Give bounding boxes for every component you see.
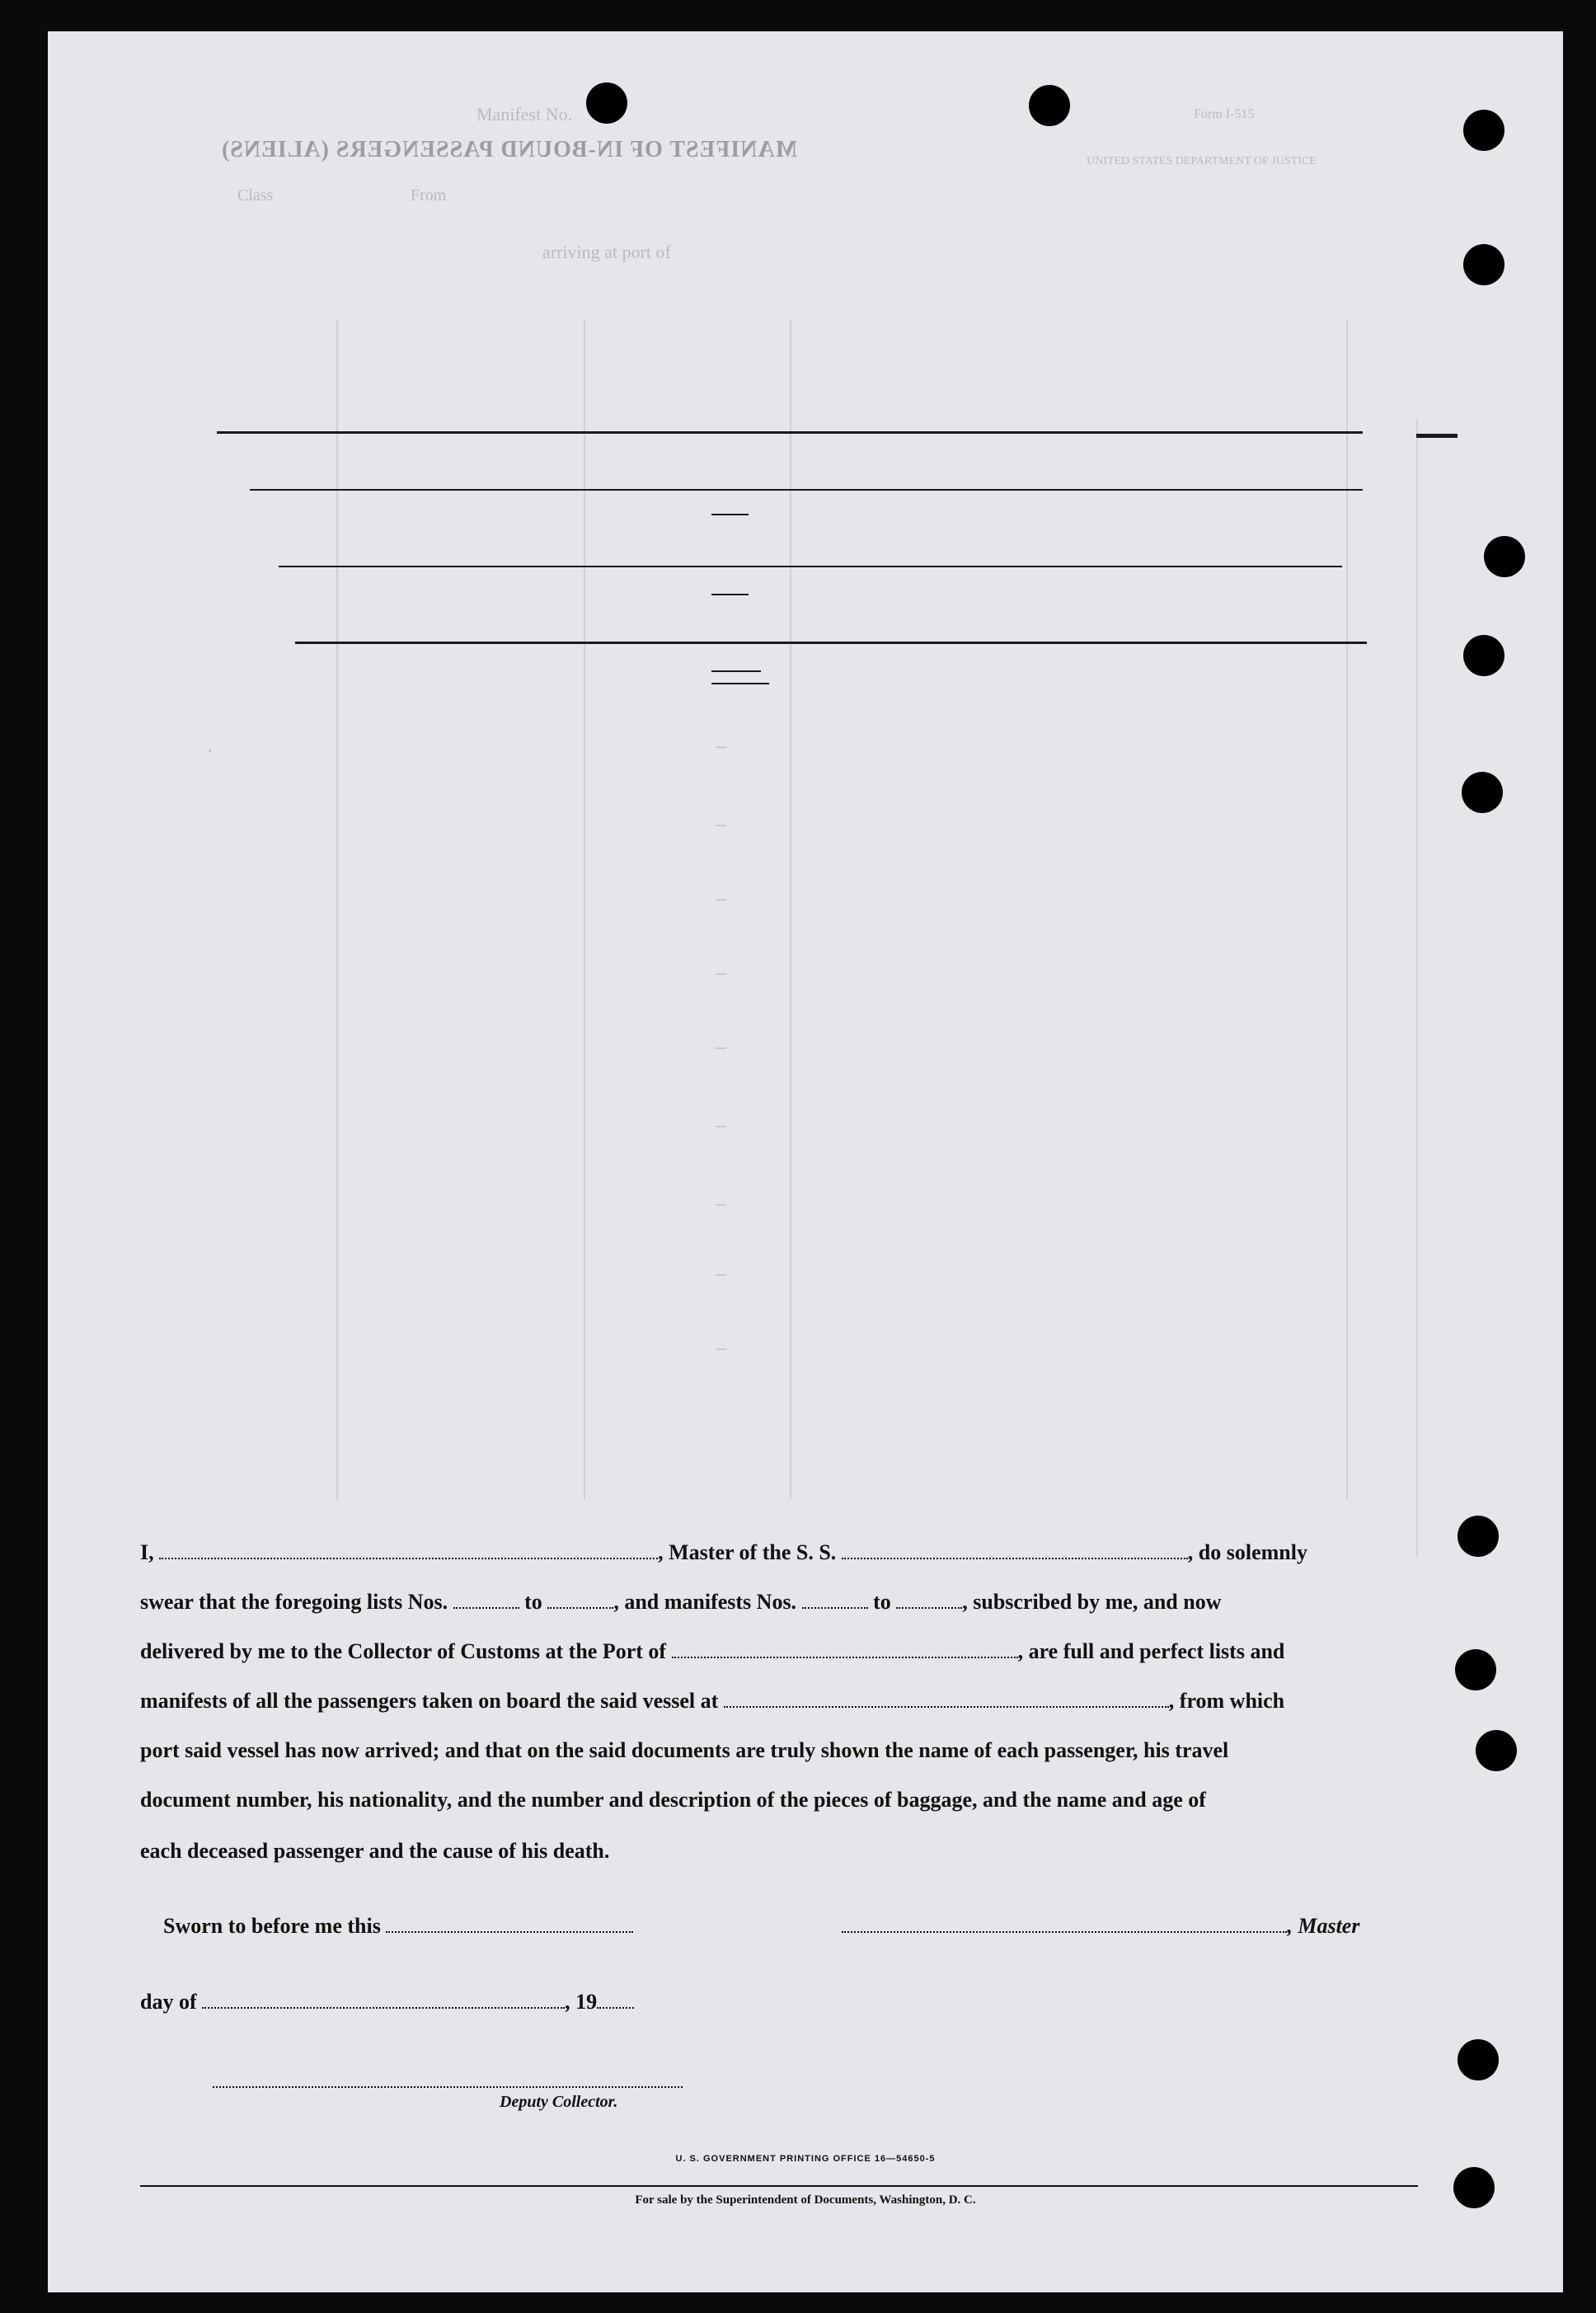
deputy-signature-line bbox=[213, 2086, 683, 2088]
ghost-row: — bbox=[716, 964, 727, 985]
strike-line bbox=[217, 431, 1363, 434]
year-blank bbox=[597, 1991, 634, 2009]
punch-hole bbox=[1029, 85, 1070, 126]
oath-text: , and manifests Nos. bbox=[613, 1590, 797, 1614]
footer-rule bbox=[140, 2185, 1418, 2187]
oath-line-2 bbox=[140, 1590, 1476, 1615]
oath-text: to bbox=[524, 1590, 542, 1614]
punch-hole bbox=[1458, 2039, 1499, 2080]
ghost-row: — bbox=[716, 1038, 727, 1059]
oath-line-4 bbox=[140, 1689, 1476, 1714]
manifest-title: MANIFEST OF IN-BOUND PASSENGERS (ALIENS) bbox=[221, 137, 798, 162]
oath-text: , Master of the S. S. bbox=[658, 1540, 837, 1564]
oath-text: , are full and perfect lists and bbox=[1017, 1639, 1285, 1663]
list-from-blank bbox=[453, 1591, 519, 1609]
ghost-row: — bbox=[716, 1339, 727, 1360]
punch-hole bbox=[1462, 772, 1503, 813]
punch-hole bbox=[1476, 1730, 1517, 1771]
port-blank bbox=[672, 1640, 1018, 1658]
ghost-row: . — bbox=[204, 737, 727, 758]
oath-text: , from which bbox=[1168, 1689, 1285, 1713]
strike-line bbox=[711, 683, 769, 684]
departure-port-blank bbox=[724, 1690, 1169, 1708]
oath-text: delivered by me to the Collector of Customs at the Port of bbox=[140, 1639, 667, 1663]
punch-hole bbox=[1463, 635, 1504, 676]
form-ref: Form I-515 bbox=[1194, 107, 1255, 121]
oath-line-5: port said vessel has now arrived; and that on the said documents are truly shown the name of each passenger, his travel bbox=[140, 1738, 1229, 1762]
list-to-blank bbox=[547, 1591, 613, 1609]
punch-hole bbox=[1484, 536, 1525, 577]
manifest-to-blank bbox=[896, 1591, 962, 1609]
oath-text: I, bbox=[140, 1540, 154, 1564]
oath-line-6: document number, his nationality, and the number and description of the pieces of baggage, and the name and age of bbox=[140, 1788, 1206, 1812]
ghost-row: — bbox=[716, 1265, 727, 1286]
oath-line-3 bbox=[140, 1639, 1476, 1664]
strike-line bbox=[711, 670, 761, 672]
day-line bbox=[140, 1990, 1476, 2014]
vessel-name-blank bbox=[842, 1541, 1188, 1559]
day-label: day of bbox=[140, 1990, 197, 2014]
punch-hole bbox=[586, 82, 627, 124]
punch-hole bbox=[1463, 244, 1504, 285]
manifest-from-blank bbox=[802, 1591, 868, 1609]
ghost-row: — bbox=[716, 1195, 727, 1215]
sworn-date-blank bbox=[386, 1915, 633, 1933]
punch-hole bbox=[1463, 110, 1504, 151]
year-label: , 19 bbox=[565, 1990, 598, 2014]
manifest-no-label: Manifest No. bbox=[476, 104, 573, 125]
strike-line bbox=[711, 594, 749, 595]
strike-line bbox=[279, 566, 1342, 567]
master-signature-blank bbox=[842, 1915, 1287, 1933]
footer-sale-notice: For sale by the Superintendent of Documents, Washington, D. C. bbox=[635, 2193, 976, 2207]
sworn-label: Sworn to before me this bbox=[163, 1914, 381, 1938]
oath-text: to bbox=[873, 1590, 891, 1614]
ghost-row: — bbox=[716, 816, 727, 836]
oath-text: swear that the foregoing lists Nos. bbox=[140, 1590, 448, 1614]
oath-text: , do solemnly bbox=[1187, 1540, 1307, 1564]
printing-office-line: U. S. GOVERNMENT PRINTING OFFICE 16—54650-5 bbox=[675, 2154, 936, 2164]
oath-text: manifests of all the passengers taken on board the said vessel at bbox=[140, 1689, 719, 1713]
strike-line bbox=[711, 514, 749, 515]
master-label: , Master bbox=[1287, 1914, 1360, 1938]
strike-line bbox=[250, 489, 1363, 491]
strike-line bbox=[1416, 434, 1458, 438]
oath-line-7: each deceased passenger and the cause of his death. bbox=[140, 1839, 610, 1863]
master-name-blank bbox=[159, 1541, 658, 1559]
strike-line bbox=[295, 642, 1367, 644]
ghost-row: — bbox=[716, 1117, 727, 1137]
deputy-collector-label: Deputy Collector. bbox=[500, 2093, 618, 2111]
department-label: UNITED STATES DEPARTMENT OF JUSTICE bbox=[1087, 155, 1317, 167]
from-label: From bbox=[411, 186, 447, 205]
ghost-row: — bbox=[716, 890, 727, 910]
arriving-label: arriving at port of bbox=[542, 242, 671, 262]
oath-line-1 bbox=[140, 1540, 1476, 1565]
month-blank bbox=[202, 1991, 565, 2009]
class-label: Class bbox=[237, 186, 274, 205]
manifest-page bbox=[48, 31, 1563, 2292]
oath-text: , subscribed by me, and now bbox=[962, 1590, 1222, 1614]
sworn-line bbox=[163, 1914, 1499, 1939]
